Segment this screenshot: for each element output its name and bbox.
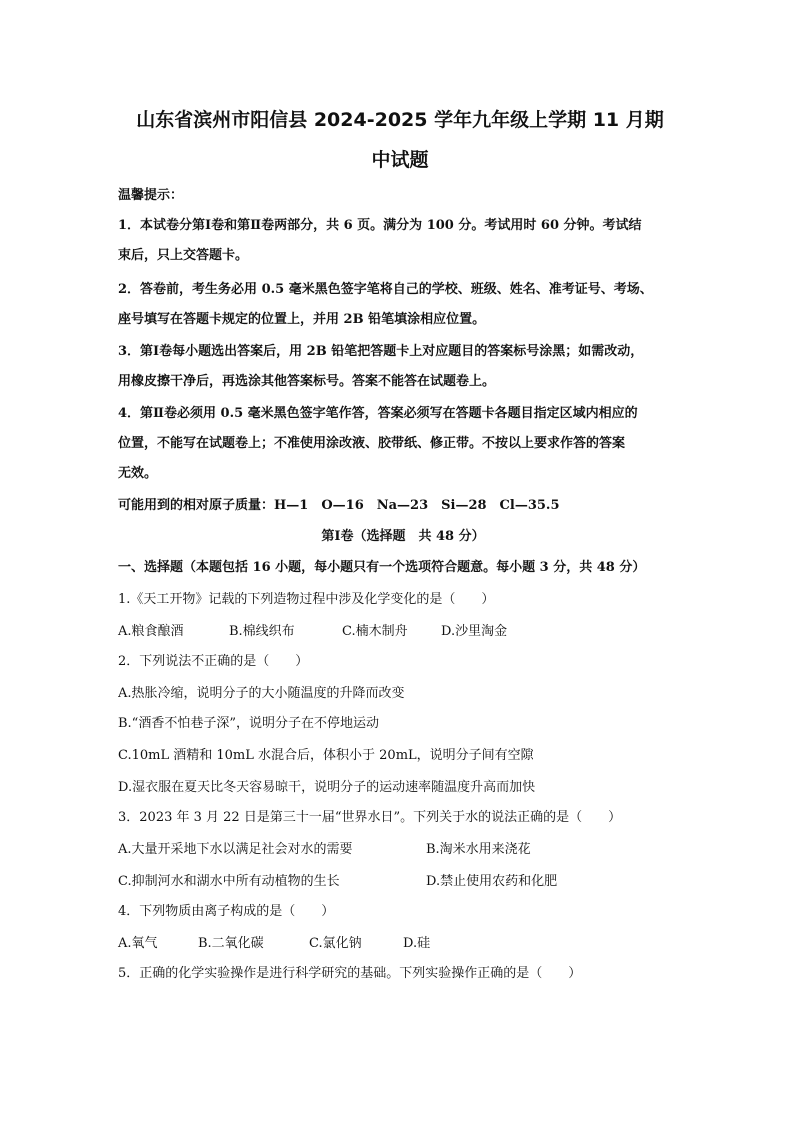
question-1-option-a: A.粮食酿酒 (118, 624, 184, 639)
section-instruction: 一、选择题（本题包括 16 小题，每小题只有一个选项符合题意。每小题 3 分，共 48 分） (118, 560, 646, 575)
question-1-option-c: C.楠木制舟 (342, 624, 408, 639)
notice-line-2: 束后，只上交答题卡。 (118, 248, 249, 263)
question-4-option-a: A.氧气 (118, 936, 158, 951)
notice-line-5: 3．第Ⅰ卷每小题选出答案后，用 2B 铅笔把答题卡上对应题目的答案标号涂黑；如需改动， (118, 344, 644, 359)
question-1-option-b: B.棉线织布 (229, 624, 295, 639)
question-2-option-b: B.“酒香不怕巷子深”，说明分子在不停地运动 (118, 716, 379, 731)
question-1-option-d: D.沙里淘金 (441, 624, 508, 639)
question-5-stem: 5．正确的化学实验操作是进行科学研究的基础。下列实验操作正确的是（ ） (118, 966, 582, 981)
question-4-option-c: C.氯化钠 (309, 936, 362, 951)
notice-line-9: 无效。 (118, 466, 158, 481)
notice-line-4: 座号填写在答题卡规定的位置上，并用 2B 铅笔填涂相应位置。 (118, 312, 486, 327)
notice-line-6: 用橡皮擦干净后，再选涂其他答案标号。答案不能答在试题卷上。 (118, 374, 496, 389)
question-2-option-a: A.热胀冷缩，说明分子的大小随温度的升降而改变 (118, 686, 405, 701)
atomic-masses: 可能用到的相对原子质量：H—1 O—16 Na—23 Si—28 Cl—35.5 (118, 498, 560, 513)
section-title: 第Ⅰ卷（选择题 共 48 分） (321, 529, 485, 544)
question-3-option-d: D.禁止使用农药和化肥 (426, 874, 558, 889)
question-2-option-d: D.湿衣服在夏天比冬天容易晾干，说明分子的运动速率随温度升高而加快 (118, 780, 536, 795)
exam-title-line-2: 中试题 (371, 149, 429, 171)
question-3-option-a: A.大量开采地下水以满足社会对水的需要 (118, 842, 353, 857)
question-3-option-c: C.抑制河水和湖水中所有动植物的生长 (118, 874, 340, 889)
question-4-stem: 4．下列物质由离子构成的是（ ） (118, 904, 335, 919)
exam-title-line-1: 山东省滨州市阳信县 2024-2025 学年九年级上学期 11 月期 (136, 109, 664, 131)
question-1-stem: 1.《天工开物》记载的下列造物过程中涉及化学变化的是（ ） (118, 592, 495, 607)
question-4-option-d: D.硅 (403, 936, 431, 951)
question-2-stem: 2．下列说法不正确的是（ ） (118, 654, 309, 669)
notice-line-1: 1．本试卷分第Ⅰ卷和第Ⅱ卷两部分，共 6 页。满分为 100 分。考试用时 60 分钟。考试结 (118, 218, 642, 233)
notice-line-8: 位置，不能写在试题卷上；不准使用涂改液、胶带纸、修正带。不按以上要求作答的答案 (118, 436, 626, 451)
question-3-option-b: B.淘米水用来浇花 (426, 842, 531, 857)
question-3-stem: 3．2023 年 3 月 22 日是第三十一届“世界水日”。下列关于水的说法正确的是（ ） (118, 810, 622, 825)
notice-heading: 温馨提示： (118, 188, 184, 203)
notice-line-3: 2．答卷前，考生务必用 0.5 毫米黑色签字笔将自己的学校、班级、姓名、准考证号、考场、 (118, 282, 653, 297)
question-2-option-c: C.10mL 酒精和 10mL 水混合后，体积小于 20mL，说明分子间有空隙 (118, 748, 534, 763)
question-4-option-b: B.二氧化碳 (198, 936, 264, 951)
notice-line-7: 4．第Ⅱ卷必须用 0.5 毫米黑色签字笔作答，答案必须写在答题卡各题目指定区域内相应的 (118, 406, 638, 421)
